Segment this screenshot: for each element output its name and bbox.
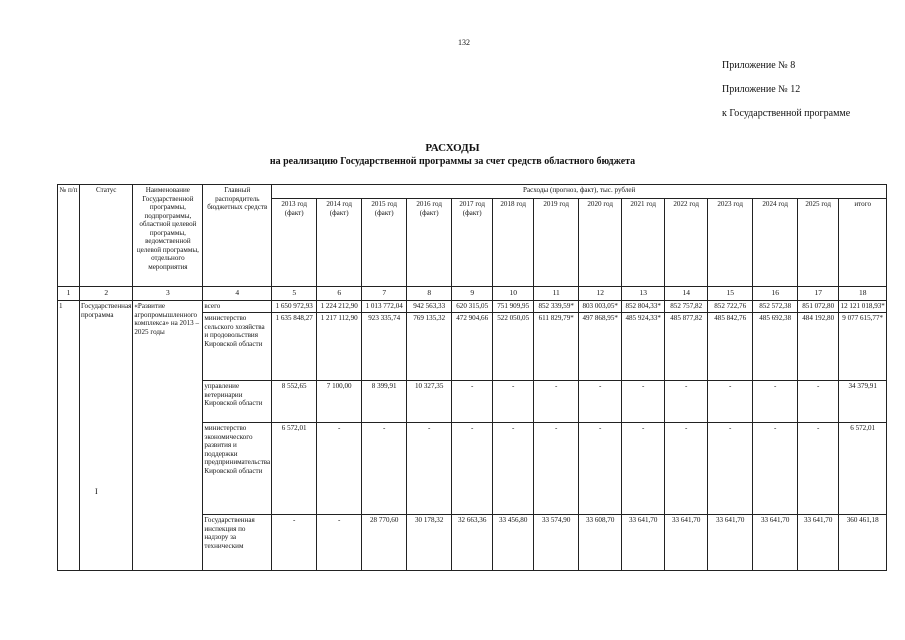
value-cell: 30 178,32	[407, 515, 452, 571]
value-cell: 33 641,70	[708, 515, 753, 571]
value-cell: -	[452, 423, 493, 515]
value-cell: -	[798, 381, 839, 423]
value-cell: 472 904,66	[452, 313, 493, 381]
total-cell: 9 077 615,77*	[839, 313, 887, 381]
value-cell: 33 574,90	[534, 515, 579, 571]
page-number: 132	[458, 38, 470, 47]
total-cell: 12 121 018,93*	[839, 301, 887, 313]
header-year: 2024 год	[753, 199, 798, 287]
value-cell: -	[452, 381, 493, 423]
header-year: 2022 год	[665, 199, 708, 287]
column-number: 15	[708, 287, 753, 301]
value-cell: 852 722,76	[708, 301, 753, 313]
column-number: 4	[203, 287, 272, 301]
column-number: 8	[407, 287, 452, 301]
document-title: РАСХОДЫ	[425, 142, 480, 154]
value-cell: 1 650 972,93	[272, 301, 317, 313]
header-year: 2013 год (факт)	[272, 199, 317, 287]
header-status: Статус	[80, 185, 133, 287]
value-cell: 33 641,70	[665, 515, 708, 571]
value-cell: -	[708, 423, 753, 515]
value-cell: -	[407, 423, 452, 515]
appendix-line-2: Приложение № 12	[722, 84, 801, 95]
value-cell: 522 050,05	[493, 313, 534, 381]
manager-cell: Государственная инспекция по надзору за техническим	[203, 515, 272, 571]
value-cell: 769 135,32	[407, 313, 452, 381]
header-manager: Главный распорядитель бюджетных средств	[203, 185, 272, 287]
value-cell: 484 192,80	[798, 313, 839, 381]
value-cell: 852 757,82	[665, 301, 708, 313]
value-cell: -	[665, 381, 708, 423]
header-year: 2020 год	[579, 199, 622, 287]
column-number: 2	[80, 287, 133, 301]
manager-cell: всего	[203, 301, 272, 313]
header-year: 2025 год	[798, 199, 839, 287]
column-number: 14	[665, 287, 708, 301]
value-cell: -	[362, 423, 407, 515]
value-cell: 851 072,80	[798, 301, 839, 313]
value-cell: -	[493, 423, 534, 515]
value-cell: -	[622, 423, 665, 515]
column-number: 1	[58, 287, 80, 301]
value-cell: 1 635 848,27	[272, 313, 317, 381]
header-year: 2021 год	[622, 199, 665, 287]
document-subtitle: на реализацию Государственной программы за счет средств областного бюджета	[269, 156, 636, 167]
column-number: 12	[579, 287, 622, 301]
value-cell: 10 327,35	[407, 381, 452, 423]
column-number: 16	[753, 287, 798, 301]
value-cell: 485 842,76	[708, 313, 753, 381]
header-year: 2023 год	[708, 199, 753, 287]
value-cell: 33 456,80	[493, 515, 534, 571]
column-number: 10	[493, 287, 534, 301]
value-cell: 485 924,33*	[622, 313, 665, 381]
total-cell: 34 379,91	[839, 381, 887, 423]
value-cell: -	[272, 515, 317, 571]
appendix-line-1: Приложение № 8	[722, 60, 796, 71]
value-cell: 1 217 112,90	[317, 313, 362, 381]
value-cell: -	[579, 423, 622, 515]
value-cell: -	[708, 381, 753, 423]
column-number: 5	[272, 287, 317, 301]
column-number: 11	[534, 287, 579, 301]
value-cell: -	[579, 381, 622, 423]
manager-cell: министерство сельского хозяйства и продовольствия Кировской области	[203, 313, 272, 381]
value-cell: 852 804,33*	[622, 301, 665, 313]
value-cell: -	[798, 423, 839, 515]
header-name: Наименование Государственной программы, подпрограммы, областной целевой программы, ведомственной целевой программы, отдельного мероприятия	[133, 185, 203, 287]
value-cell: 33 641,70	[753, 515, 798, 571]
value-cell: -	[534, 423, 579, 515]
header-year: 2017 год (факт)	[452, 199, 493, 287]
value-cell: -	[493, 381, 534, 423]
value-cell: -	[534, 381, 579, 423]
row-program-name: «Развитие агропромышленного комплекса» на 2013 – 2025 годы	[133, 301, 203, 571]
value-cell: 1 013 772,04	[362, 301, 407, 313]
value-cell: 33 641,70	[798, 515, 839, 571]
margin-mark: I	[95, 487, 98, 496]
column-number: 18	[839, 287, 887, 301]
value-cell: 7 100,00	[317, 381, 362, 423]
value-cell: 8 399,91	[362, 381, 407, 423]
value-cell: 33 608,70	[579, 515, 622, 571]
appendix-line-3: к Государственной программе	[722, 108, 851, 119]
value-cell: 6 572,01	[272, 423, 317, 515]
header-total: итого	[839, 199, 887, 287]
header-year: 2015 год (факт)	[362, 199, 407, 287]
value-cell: 485 877,82	[665, 313, 708, 381]
value-cell: 1 224 212,90	[317, 301, 362, 313]
row-status: Государственная программа	[80, 301, 133, 571]
value-cell: 803 003,05*	[579, 301, 622, 313]
header-year: 2019 год	[534, 199, 579, 287]
value-cell: -	[622, 381, 665, 423]
manager-cell: управление ветеринарии Кировской области	[203, 381, 272, 423]
value-cell: 942 563,33	[407, 301, 452, 313]
column-number: 6	[317, 287, 362, 301]
value-cell: -	[317, 423, 362, 515]
column-number: 17	[798, 287, 839, 301]
value-cell: -	[753, 423, 798, 515]
header-year: 2016 год (факт)	[407, 199, 452, 287]
value-cell: 32 663,36	[452, 515, 493, 571]
value-cell: -	[317, 515, 362, 571]
value-cell: 852 572,38	[753, 301, 798, 313]
column-number: 7	[362, 287, 407, 301]
value-cell: 28 770,60	[362, 515, 407, 571]
column-number: 13	[622, 287, 665, 301]
manager-cell: министерство экономического развития и поддержки предпринимательства Кировской области	[203, 423, 272, 515]
total-cell: 360 461,18	[839, 515, 887, 571]
total-cell: 6 572,01	[839, 423, 887, 515]
value-cell: 33 641,70	[622, 515, 665, 571]
header-expenses: Расходы (прогноз, факт), тыс. рублей	[272, 185, 887, 199]
header-year: 2014 год (факт)	[317, 199, 362, 287]
value-cell: 751 909,95	[493, 301, 534, 313]
value-cell: 497 868,95*	[579, 313, 622, 381]
value-cell: -	[753, 381, 798, 423]
value-cell: -	[665, 423, 708, 515]
value-cell: 620 315,05	[452, 301, 493, 313]
column-number: 9	[452, 287, 493, 301]
header-year: 2018 год	[493, 199, 534, 287]
header-no: № п/п	[58, 185, 80, 287]
value-cell: 485 692,38	[753, 313, 798, 381]
value-cell: 611 829,79*	[534, 313, 579, 381]
column-number: 3	[133, 287, 203, 301]
row-number: 1	[58, 301, 80, 571]
value-cell: 852 339,59*	[534, 301, 579, 313]
expenses-table	[57, 184, 887, 571]
value-cell: 923 335,74	[362, 313, 407, 381]
value-cell: 8 552,65	[272, 381, 317, 423]
